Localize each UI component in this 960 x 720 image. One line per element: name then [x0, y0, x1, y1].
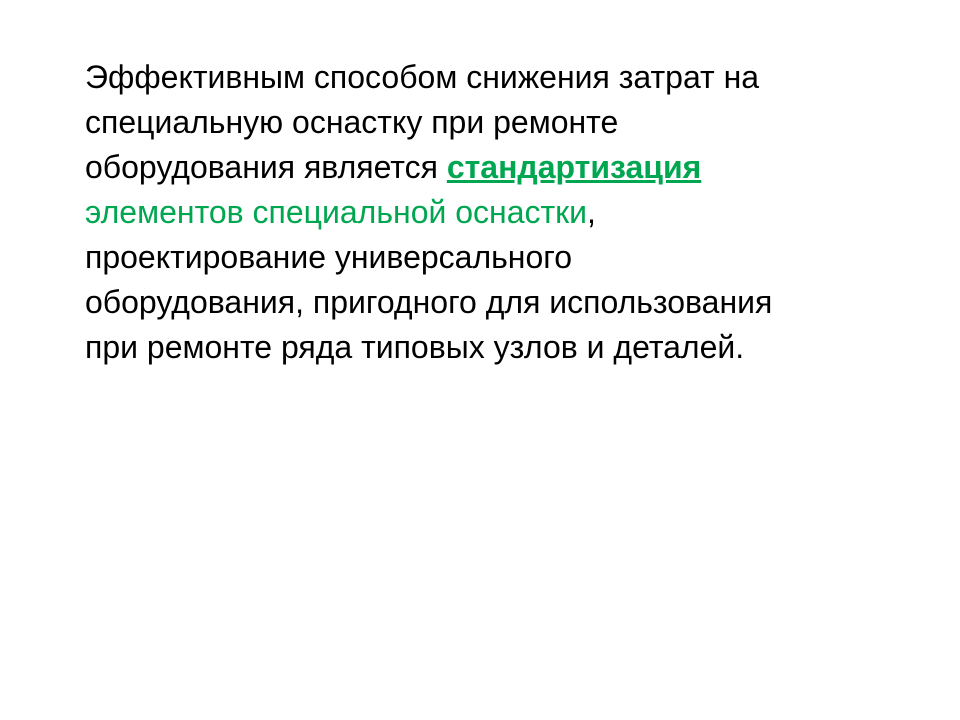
standardization-link[interactable]: стандартизация: [446, 149, 702, 185]
text-line-2: [85, 100, 900, 145]
text-line-4: [85, 190, 900, 235]
text-line-1: [85, 55, 900, 100]
text-segment: Эффективным способом снижения затрат на: [85, 59, 760, 95]
text-segment: ,: [587, 194, 596, 230]
text-line-5: [85, 235, 900, 280]
text-segment: специальную оснастку при ремонте: [85, 104, 619, 140]
text-segment: оборудования, пригодного для использования: [85, 284, 773, 320]
text-line-3: [85, 145, 900, 190]
text-segment: оборудования является: [85, 149, 447, 185]
text-line-6: [85, 280, 900, 325]
text-segment: при ремонте ряда типовых узлов и деталей.: [85, 329, 745, 365]
slide-text-block: [85, 55, 900, 370]
text-line-7: [85, 325, 900, 370]
text-segment: проектирование универсального: [85, 239, 573, 275]
text-segment-green: элементов специальной оснастки: [85, 194, 588, 230]
